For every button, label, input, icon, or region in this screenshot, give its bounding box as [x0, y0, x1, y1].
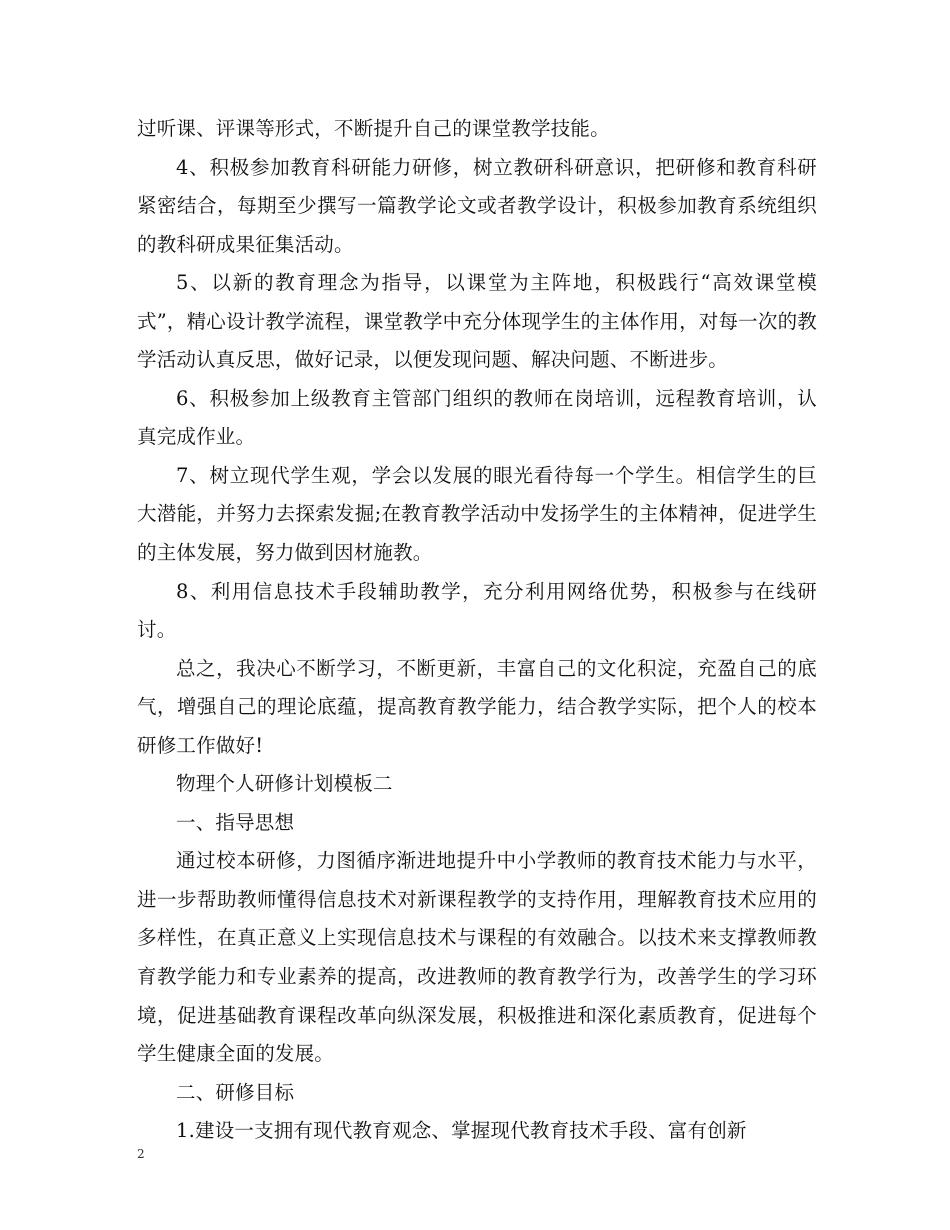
paragraph-11: 1.建设一支拥有现代教育观念、掌握现代教育技术手段、富有创新: [176, 1119, 747, 1143]
paragraph-0: 过听课、评课等形式，不断提升自己的课堂教学技能。: [137, 117, 610, 140]
paragraph-1: 4、积极参加教育科研能力研修，树立教研科研意识，把研修和教育科研紧密结合，每期至少撰写一篇教学论文或者教学设计，积极参加教育系统组织的教科研成果征集活动。: [137, 155, 817, 256]
paragraph-6: 总之，我决心不断学习，不断更新，丰富自己的文化积淀，充盈自己的底气，增强自己的理论底蕴，提高教育教学能力，结合教学实际，把个人的校本研修工作做好!: [137, 656, 817, 757]
section-title: 物理个人研修计划模板二: [176, 772, 393, 796]
heading-training-goals: 二、研修目标: [176, 1080, 295, 1104]
paragraph-2: 5、以新的教育理念为指导，以课堂为主阵地，积极践行“高效课堂模式”，精心设计教学流程，课堂教学中充分体现学生的主体作用，对每一次的教学活动认真反思，做好记录，以便发现问题、解决问题、不断进步。: [137, 271, 817, 372]
paragraph-9: 通过校本研修，力图循序渐进地提升中小学教师的教育技术能力与水平，进一步帮助教师懂得信息技术对新课程教学的支持作用，理解教育技术应用的多样性，在真正意义上实现信息技术与课程的有效融合。以技术来支撑教师教育教学能力和专业素养的提高，改进教师的教育教学行为，改善学生的学习环境，促进基础教育课程改革向纵深发展，积极推进和深化素质教育，促进每个学生健康全面的发展。: [137, 849, 817, 1066]
heading-guiding-thought: 一、指导思想: [176, 810, 295, 834]
paragraph-3: 6、积极参加上级教育主管部门组织的教师在岗培训，远程教育培训，认真完成作业。: [137, 386, 817, 449]
document-body: [137, 110, 817, 1151]
page-number: 2: [137, 1147, 145, 1161]
paragraph-4: 7、树立现代学生观，学会以发展的眼光看待每一个学生。相信学生的巨大潜能，并努力去探索发掘;在教育教学活动中发扬学生的主体精神，促进学生的主体发展，努力做到因材施教。: [137, 463, 817, 565]
paragraph-5: 8、利用信息技术手段辅助教学，充分利用网络优势，积极参与在线研讨。: [137, 579, 817, 642]
